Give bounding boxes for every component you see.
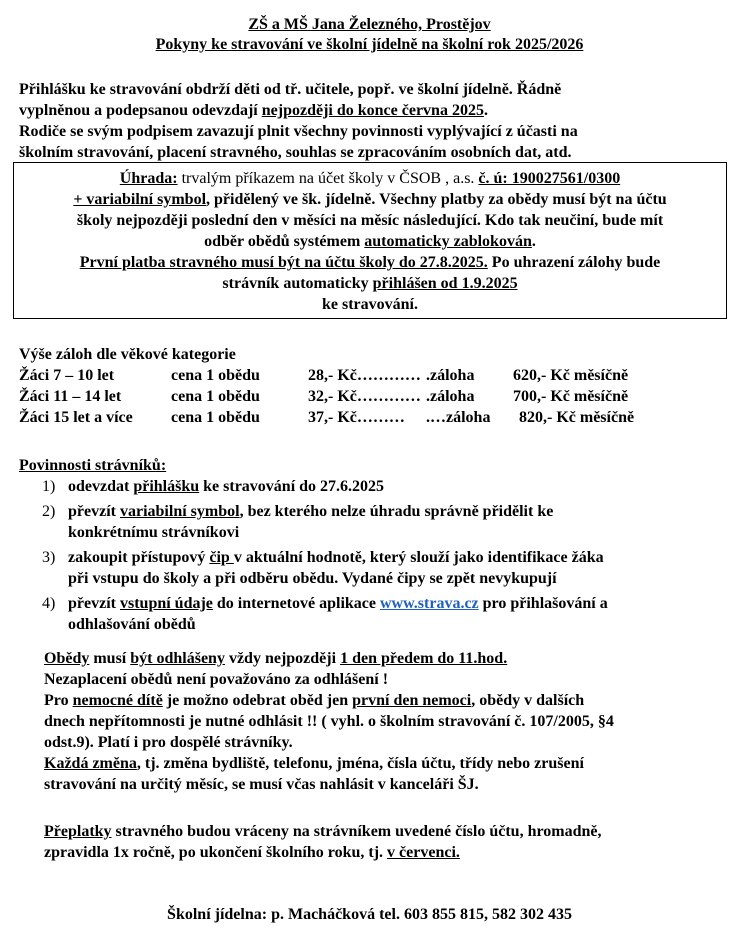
intro-line-2 [19, 102, 724, 123]
footer-contact: Školní jídelna: p. Macháčková tel. 603 855 815, 582 302 435 [167, 906, 572, 923]
payment-box [13, 162, 727, 319]
duties-heading: Povinnosti strávníků: [19, 457, 167, 474]
rate-deposit: 820,- Kč měsíčně [519, 409, 635, 426]
cancel-line-3 [44, 690, 734, 711]
text: vždy nejpozději [224, 650, 341, 667]
account-number: č. ú: 190027561/0300 [478, 170, 621, 187]
rate-deposit: 700,- Kč měsíčně [513, 388, 629, 405]
text: , tj. změna bydliště, telefonu, jména, čísla účtu, třídy nebo zrušení [136, 755, 584, 772]
rate-meal-label: cena 1 obědu [171, 409, 260, 426]
payment-line-4 [14, 233, 726, 251]
list-number: 3) [42, 549, 56, 566]
payment-line-6 [14, 275, 726, 293]
deadline-text: nejpozději do konce června 2025 [261, 102, 484, 119]
rate-price: 28,- Kč………… [308, 367, 421, 384]
list-number: 1) [42, 478, 56, 495]
rates-heading-text: Výše záloh dle věkové kategorie [19, 346, 236, 363]
each-change-text: Každá změna [44, 755, 137, 772]
text: , bez kterého nelze úhradu správně přidělit ke [239, 503, 554, 520]
duties-section [19, 455, 729, 639]
first-payment-text: První platba stravného musí být na účtu školy do 27.8.2025. [79, 254, 488, 271]
text: odhlašování obědů [68, 616, 196, 633]
payment-line-1 [14, 170, 726, 188]
school-name: ZŠ a MŠ Jana Železného, Prostějov [248, 16, 491, 33]
text: odevzdat [68, 478, 134, 495]
cancellation-section [44, 648, 734, 795]
blocked-text: automaticky zablokován [364, 233, 532, 250]
text: vyplněnou a podepsanou odevzdají [19, 102, 262, 119]
cancel-line-2: Nezaplacení obědů není považováno za odhlášení ! [44, 671, 389, 688]
rate-deposit: 620,- Kč měsíčně [513, 367, 629, 384]
first-sick-day-text: první den nemoci [352, 692, 472, 709]
refund-section [44, 821, 734, 863]
rate-meal-label: cena 1 obědu [171, 367, 260, 384]
rate-deposit-label: .záloha [426, 367, 475, 384]
cancel-line-7: stravování na určitý měsíc, se musí včas nahlásit v kanceláři ŠJ. [44, 776, 479, 793]
variable-symbol-text: variabilní symbol [119, 503, 240, 520]
payment-line-2 [14, 191, 726, 209]
intro-paragraph [19, 81, 724, 165]
text: strávník automaticky [222, 275, 373, 292]
rate-deposit-label: .záloha [426, 388, 475, 405]
payment-line-7: ke stravování. [322, 296, 418, 313]
page-title: Pokyny ke stravování ve školní jídelně na školní rok 2025/2026 [155, 36, 584, 53]
rate-price: 32,- Kč………… [308, 388, 421, 405]
strava-link[interactable]: www.strava.cz [380, 595, 479, 612]
refund-line-1 [44, 821, 734, 842]
text: při vstupu do školy a při odběru obědu. Vydané čipy se zpět nevykupují [68, 570, 557, 587]
text: odběr obědů systémem [204, 233, 365, 250]
text: ke stravování do 27.6.2025 [199, 478, 385, 495]
rate-meal-label: cena 1 obědu [171, 388, 260, 405]
cancel-text: být odhlášeny [130, 650, 225, 667]
cancel-deadline-text: 1 den předem do 11.hod. [340, 650, 508, 667]
start-date-text: přihlášen od 1.9.2025 [372, 275, 518, 292]
list-item [19, 476, 729, 497]
intro-line-4: školním stravování, placení stravného, souhlas se zpracováním osobních dat, atd. [19, 144, 572, 161]
text: musí [89, 650, 131, 667]
rate-price: 37,- Kč……… [308, 409, 405, 426]
list-item [19, 547, 729, 589]
lunches-text: Obědy [44, 650, 90, 667]
text: . [531, 233, 536, 250]
rate-category: Žáci 11 – 14 let [19, 388, 122, 405]
payment-label: Úhrada: [119, 170, 178, 187]
rate-deposit-label: .…záloha [426, 409, 491, 426]
variable-symbol-text: + variabilní symbol [73, 191, 207, 208]
text: pro přihlašování a [478, 595, 608, 612]
text: , obědy v dalších [471, 692, 585, 709]
cancel-line-1 [44, 648, 734, 669]
list-item [19, 501, 729, 543]
rate-category: Žáci 7 – 10 let [19, 367, 115, 384]
text: v aktuální hodnotě, který slouží jako identifikace žáka [233, 549, 604, 566]
refund-line-2 [44, 842, 734, 863]
intro-line-3: Rodiče se svým podpisem zavazují plnit všechny povinnosti vyplývající z účasti na [19, 123, 578, 140]
text: stravného budou vráceny na strávníkem uvedené číslo účtu, hromadně, [111, 823, 602, 840]
chip-text: čip [209, 549, 234, 566]
text: Po uhrazení zálohy bude [487, 254, 661, 271]
sick-child-text: nemocné dítě [72, 692, 163, 709]
text: Pro [44, 692, 73, 709]
text: zakoupit přístupový [68, 549, 210, 566]
text: převzít [68, 595, 120, 612]
text: , přidělený ve šk. jídelně. Všechny platby za obědy musí být na účtu [206, 191, 667, 208]
application-text: přihlášku [133, 478, 200, 495]
text: je možno odebrat oběd jen [162, 692, 353, 709]
text: . [483, 102, 488, 119]
text: zpravidla 1x ročně, po ukončení školního roku, tj. [44, 844, 388, 861]
list-number: 2) [42, 503, 56, 520]
cancel-line-5: odst.9). Platí i pro dospělé strávníky. [44, 734, 293, 751]
list-number: 4) [42, 595, 56, 612]
text: do internetové aplikace [212, 595, 380, 612]
cancel-line-6 [44, 753, 734, 774]
text: trvalým příkazem na účet školy v ČSOB , a.s. [177, 170, 479, 187]
text: konkrétnímu strávníkovi [68, 524, 240, 541]
july-text: v červenci. [387, 844, 460, 861]
payment-line-3: školy nejpozději poslední den v měsíci na měsíc následující. Kdo tak neučiní, bude mít [76, 212, 664, 229]
rate-category: Žáci 15 let a více [19, 409, 133, 426]
login-data-text: vstupní údaje [119, 595, 213, 612]
cancel-line-4: dnech nepřítomnosti je nutné odhlásit !! ( vyhl. o školním stravování č. 107/2005, §4 [44, 713, 614, 730]
text: převzít [68, 503, 120, 520]
intro-line-1: Přihlášku ke stravování obdrží děti od tř. učitele, popř. ve školní jídelně. Řádně [19, 81, 562, 98]
list-item [19, 593, 729, 635]
payment-line-5 [14, 254, 726, 272]
overpayment-text: Přeplatky [44, 823, 112, 840]
